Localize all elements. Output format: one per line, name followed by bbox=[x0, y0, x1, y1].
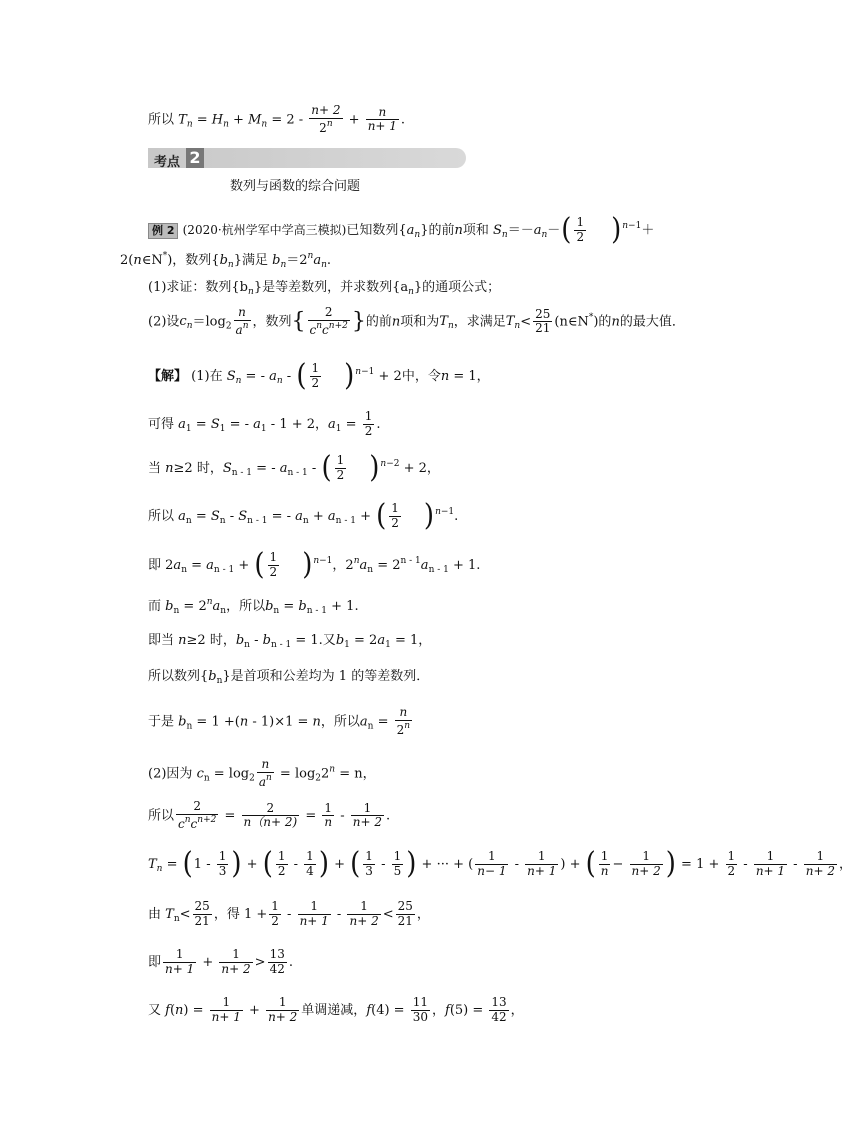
top-formula: 所以 $T_n = H_n + M_n = 2$ - $\frac{n+ 2}{2^n}$ + $\frac{n}{n+ 1}$ . bbox=[148, 103, 406, 135]
solution-tag: 【解】 bbox=[148, 368, 188, 384]
var: T bbox=[178, 112, 187, 128]
text: = 2 - bbox=[267, 112, 308, 128]
solution-line-8: 所以数列$\{b_n\}$是首项和公差均为 1 的等差数列． bbox=[148, 669, 430, 686]
text: = H bbox=[192, 112, 224, 128]
example-badge: 例 2 bbox=[148, 223, 178, 239]
solution-line-5: 即 $2a_n = a_{n - 1}$ + ( $\frac{1}{2}$ )$^{n-1}$，$2^na_n = 2^{n - 1}a_{n - 1} + 1$. bbox=[148, 548, 481, 583]
solution-line-7: 即当 n≥2 时，$b_n - b_{n - 1} = 1$.又$b_1 = 2a_1 = 1$， bbox=[148, 633, 432, 650]
fraction: $\frac{n}{n+ 1}$ bbox=[367, 104, 397, 134]
solution-line-1: 【解】 (1)在 $S_n$ = - $a_n$ - ( $\frac{1}{2}$ )$^{n-1}$ + 2中，令n = 1， bbox=[148, 359, 490, 394]
solution-line-10: (2)因为 $c_n = \log_2$ $\frac{n}{a^n}$ = $\log_22^n = n$， bbox=[148, 757, 376, 789]
source: (2020·杭州学军中学高三模拟) bbox=[182, 222, 347, 237]
solution-line-11: 所以 $\frac{2}{c^nc^{n+2}}$ = $\frac{2}{n(n+ 2)}$ = $\frac{1}{n}$ - $\frac{1}{n+ 2}$ . bbox=[148, 799, 391, 831]
solution-line-3: 当 n≥2 时，$S_{n - 1}$ = - $a_{n - 1}$ - ( $\frac{1}{2}$ )$^{n-2}$ + 2， bbox=[148, 451, 440, 486]
question-2: (2)设$c_n=\log_2$ $\frac{n}{a^n}$ ，数列{ $\frac{2}{c^nc^{n+2}}$ }的前n项和为$T_n$，求满足$T_n<$ $\frac{25}{21}$ (n∈N*)的n的最大值． bbox=[148, 305, 685, 337]
solution-line-15: 又 f(n) = $\frac{1}{n+ 1}$ + $\frac{1}{n+ 2}$ 单调递减，f(4) = $\frac{11}{30}$ ，f(5) = $\frac{13}{42}$ ， bbox=[148, 995, 524, 1024]
section-title: 数列与函数的综合问题 bbox=[230, 179, 361, 194]
text: + bbox=[348, 112, 364, 128]
question-1: (1)求证：数列$\{b_n\}$是等差数列，并求数列$\{a_n\}$的通项公式； bbox=[148, 280, 501, 297]
solution-line-9: 于是 $b_n = 1 +(n - 1)\times 1 = n$，所以$a_n$ = $\frac{n}{2^n}$ bbox=[148, 705, 411, 737]
text: + M bbox=[228, 112, 262, 128]
example-line-1: 例 2 (2020·杭州学军中学高三模拟)已知数列$\{a_n\}$的前n项和 $S_n=-a_n-$( $\frac{1}{2}$ )$^{n-1}$＋ bbox=[148, 216, 654, 245]
text: 所以 bbox=[148, 112, 175, 128]
fraction: $\frac{n+ 2}{2^n}$ bbox=[311, 103, 341, 135]
solution-line-2: 可得 $a_1 = S_1$ = - $a_1 - 1 + 2$，$a_1$ = $\frac{1}{2}$ . bbox=[148, 409, 381, 438]
solution-line-12: $T_n = (1$ - $\frac{1}{3}$ ) + ( $\frac{1}{2}$ - $\frac{1}{4}$ ) + ( $\frac{1}{3}$ - $\frac{1}{5}$ ) + ··· + ( $\frac{1}{n- 1}$ - $\frac{1}{n+ 1}$ ) + ( $\frac{1}{n}$ − $\frac{1}{n+ 2}$ ) = 1 + $\frac{1}{2}$ - $\frac{1}{n+ 1}$ - $\frac{1}{n+ 2}$ ， bbox=[148, 847, 852, 882]
section-banner bbox=[148, 148, 466, 168]
section-label: 考点 bbox=[154, 155, 181, 170]
solution-line-13: 由 $T_n<$ $\frac{25}{21}$ ，得 1 + $\frac{1}{2}$ - $\frac{1}{n+ 1}$ - $\frac{1}{n+ 2}$ < $\frac{25}{21}$ ， bbox=[148, 899, 430, 928]
example-line-2: 2(n∈N*)，数列$\{b_n\}$满足 $b_n=2^na_n$. bbox=[120, 251, 332, 270]
solution-line-14: 即 $\frac{1}{n+ 1}$ + $\frac{1}{n+ 2}$ > $\frac{13}{42}$ . bbox=[148, 947, 293, 976]
solution-line-4: 所以 $a_n = S_n - S_{n - 1}$ = - $a_n + a_{n - 1}$ + ( $\frac{1}{2}$ )$^{n-1}$. bbox=[148, 499, 459, 534]
solution-line-6: 而 $b_n = 2^na_n$，所以$b_n = b_{n - 1} + 1$. bbox=[148, 597, 359, 616]
section-number: 2 bbox=[186, 148, 204, 168]
